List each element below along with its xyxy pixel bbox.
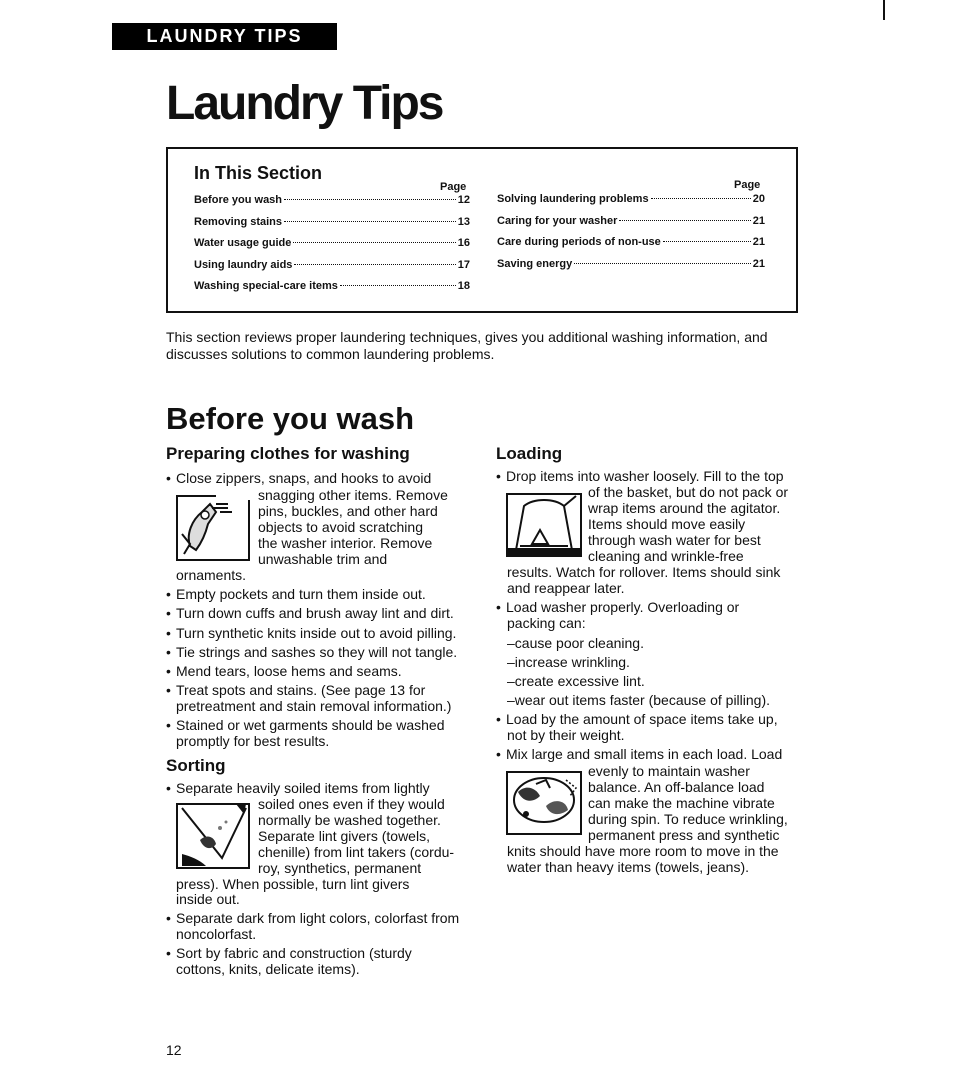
bullet-separate-dark-light-cont: noncolorfast. bbox=[176, 926, 257, 942]
in-this-section-box bbox=[166, 147, 798, 313]
sorting-clothes-icon bbox=[176, 800, 250, 870]
mix-wrap-line: balance. An off-balance load bbox=[588, 779, 765, 795]
bullet-separate-soiled: • Separate heavily soiled items from lightly bbox=[166, 780, 430, 796]
load-wrap-line: results. Watch for rollover. Items should sink bbox=[507, 564, 781, 580]
load-wrap-line: Items should move easily bbox=[588, 516, 746, 532]
prep-wrap-line: unwashable trim and bbox=[258, 551, 388, 567]
load-wrap-line: wrap items around the agitator. bbox=[588, 500, 781, 516]
heading-sorting: Sorting bbox=[166, 756, 226, 775]
page-number: 12 bbox=[166, 1042, 182, 1058]
bullet-load-properly: • Load washer properly. Overloading or bbox=[496, 599, 739, 615]
toc-heading: In This Section bbox=[194, 163, 323, 183]
bullet-mix-items: • Mix large and small items in each load. Load bbox=[496, 746, 782, 762]
prep-wrap-line: objects to avoid scratching bbox=[258, 519, 423, 535]
sort-wrap-line: inside out. bbox=[176, 891, 240, 907]
page-title: Laundry Tips bbox=[166, 77, 443, 130]
mix-wrap-line: during spin. To reduce wrinkling, bbox=[588, 811, 788, 827]
toc-entry[interactable]: Saving energy 21 bbox=[497, 257, 765, 270]
intro-paragraph: This section reviews proper laundering techniques, gives you additional washing information, and discusses solutions to common laundering problems. bbox=[166, 329, 768, 362]
bullet-empty-pockets: • Empty pockets and turn them inside out. bbox=[166, 586, 426, 602]
bullet-separate-dark-light: • Separate dark from light colors, colorfast from bbox=[166, 910, 459, 926]
margin-rule bbox=[883, 0, 885, 20]
sort-wrap-line: press). When possible, turn lint givers bbox=[176, 876, 410, 892]
toc-entry[interactable]: Caring for your washer 21 bbox=[497, 214, 765, 227]
overload-effect-item: –wear out items faster (because of pilling). bbox=[507, 692, 771, 708]
sort-wrap-line: Separate lint givers (towels, bbox=[258, 828, 430, 844]
toc-left-column bbox=[194, 194, 470, 302]
load-wrap-line: and reappear later. bbox=[507, 580, 625, 596]
prep-wrap-line: snagging other items. Remove bbox=[258, 487, 448, 503]
overload-effect-item: –cause poor cleaning. bbox=[507, 635, 644, 651]
zipper-hook-icon bbox=[176, 490, 250, 562]
section-tab-label: LAUNDRY TIPS bbox=[112, 23, 337, 50]
bullet-turn-down-cuffs: • Turn down cuffs and brush away lint and dirt. bbox=[166, 605, 454, 621]
sort-wrap-line: soiled ones even if they would bbox=[258, 796, 445, 812]
bullet-load-by-space-cont: not by their weight. bbox=[507, 727, 625, 743]
bullet-sort-by-fabric: • Sort by fabric and construction (sturdy bbox=[166, 945, 412, 961]
toc-page-header-right: Page bbox=[734, 179, 761, 191]
load-wrap-line: through wash water for best bbox=[588, 532, 761, 548]
toc-page-header-left: Page bbox=[440, 181, 467, 193]
toc-entry[interactable]: Solving laundering problems 20 bbox=[497, 193, 765, 205]
load-wrap-line: of the basket, but do not pack or bbox=[588, 484, 789, 500]
bullet-treat-spots: • Treat spots and stains. (See page 13 for bbox=[166, 682, 425, 698]
bullet-sort-by-fabric-cont: cottons, knits, delicate items). bbox=[176, 961, 360, 977]
sort-wrap-line: roy, synthetics, permanent bbox=[258, 860, 422, 876]
mix-wrap-line: permanent press and synthetic bbox=[588, 827, 780, 843]
bullet-stained-garments-cont: promptly for best results. bbox=[176, 733, 330, 749]
toc-entry[interactable]: Before you wash 12 bbox=[194, 194, 470, 206]
washer-basket-icon bbox=[506, 490, 582, 560]
heading-preparing-clothes: Preparing clothes for washing bbox=[166, 444, 410, 463]
heading-loading: Loading bbox=[496, 444, 563, 463]
bullet-stained-garments: • Stained or wet garments should be washed bbox=[166, 717, 445, 733]
bullet-treat-spots-cont: pretreatment and stain removal information.) bbox=[176, 698, 452, 714]
overload-effect-item: –increase wrinkling. bbox=[507, 654, 630, 670]
bullet-load-properly-cont: packing can: bbox=[507, 615, 586, 631]
load-wrap-line: cleaning and wrinkle-free bbox=[588, 548, 744, 564]
toc-right-column bbox=[497, 193, 765, 279]
sort-wrap-line: chenille) from lint takers (cordu- bbox=[258, 844, 455, 860]
toc-entry[interactable]: Removing stains 13 bbox=[194, 215, 470, 228]
toc-entry[interactable]: Water usage guide 16 bbox=[194, 237, 470, 249]
toc-entry[interactable]: Care during periods of non-use 21 bbox=[497, 236, 765, 248]
overload-effect-item: –create excessive lint. bbox=[507, 673, 645, 689]
prep-wrap-line: the washer interior. Remove bbox=[258, 535, 433, 551]
bullet-tie-strings: • Tie strings and sashes so they will not tangle. bbox=[166, 644, 457, 660]
bullet-mend-tears: • Mend tears, loose hems and seams. bbox=[166, 663, 402, 679]
prep-wrap-line: pins, buckles, and other hard bbox=[258, 503, 438, 519]
bullet-load-by-space: • Load by the amount of space items take up, bbox=[496, 711, 778, 727]
bullet-close-zippers: • Close zippers, snaps, and hooks to avoid bbox=[166, 470, 431, 486]
toc-entry[interactable]: Washing special-care items 18 bbox=[194, 280, 470, 292]
mix-wrap-line: evenly to maintain washer bbox=[588, 763, 750, 779]
sort-wrap-line: normally be washed together. bbox=[258, 812, 441, 828]
section-title-before-you-wash: Before you wash bbox=[166, 401, 415, 436]
mixed-load-icon bbox=[506, 770, 582, 836]
prep-wrap-line: ornaments. bbox=[176, 567, 247, 583]
mix-wrap-line: can make the machine vibrate bbox=[588, 795, 775, 811]
mix-wrap-line: water than heavy items (towels, jeans). bbox=[507, 859, 749, 875]
mix-wrap-line: knits should have more room to move in the bbox=[507, 843, 779, 859]
bullet-drop-items: • Drop items into washer loosely. Fill to the top bbox=[496, 468, 784, 484]
toc-entry[interactable]: Using laundry aids 17 bbox=[194, 258, 470, 271]
bullet-synthetic-knits: • Turn synthetic knits inside out to avoid pilling. bbox=[166, 625, 456, 641]
